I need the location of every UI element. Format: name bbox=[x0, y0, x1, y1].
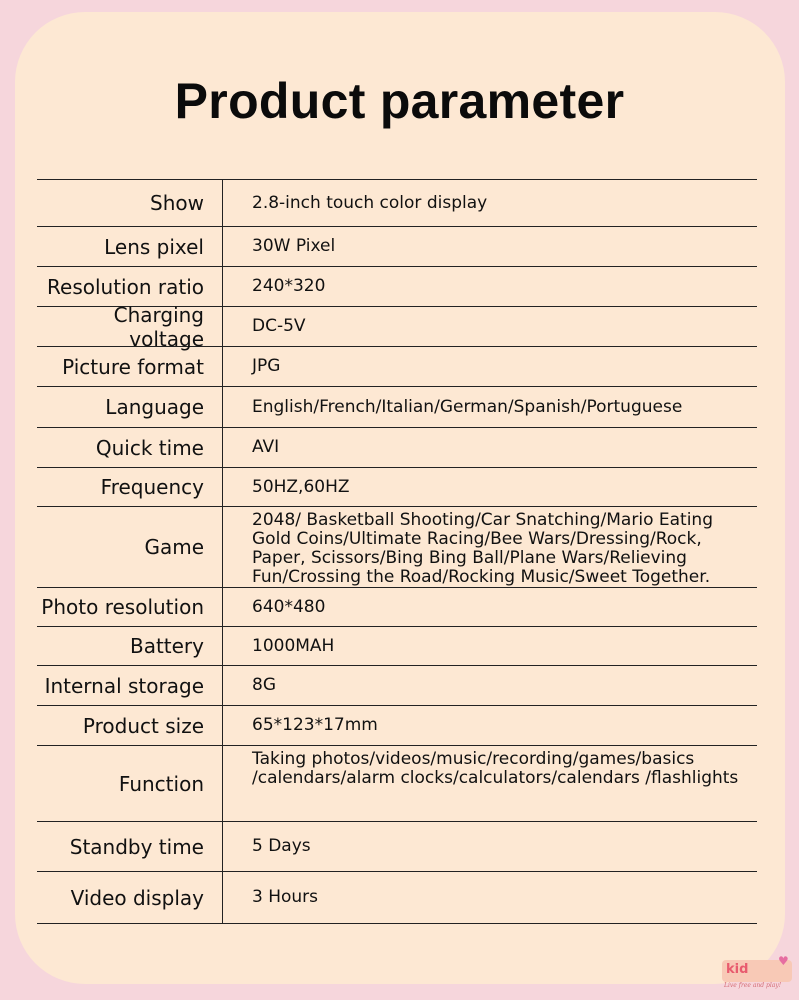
row-label: Internal storage bbox=[37, 666, 223, 705]
table-row bbox=[37, 588, 757, 627]
row-value: 1000MAH bbox=[252, 635, 335, 656]
row-value: 5 Days bbox=[252, 836, 311, 856]
row-value: 240*320 bbox=[252, 276, 326, 296]
row-label: Product size bbox=[37, 706, 223, 745]
row-label: Show bbox=[37, 180, 223, 226]
row-label: Resolution ratio bbox=[37, 267, 223, 306]
page-title: Product parameter bbox=[174, 73, 625, 129]
logo-text: kid bbox=[726, 962, 749, 977]
row-value: AVI bbox=[252, 437, 280, 457]
row-label: Standby time bbox=[37, 822, 223, 871]
row-value: 50HZ,60HZ bbox=[252, 476, 350, 497]
row-label: Battery bbox=[37, 627, 223, 665]
row-value: 8G bbox=[252, 675, 276, 695]
table-row bbox=[37, 822, 757, 872]
heart-icon: ♥ bbox=[778, 954, 789, 968]
table-row bbox=[37, 872, 757, 924]
row-label: Lens pixel bbox=[37, 227, 223, 266]
row-label: Language bbox=[37, 387, 223, 427]
row-value: 30W Pixel bbox=[252, 236, 336, 256]
row-label: Frequency bbox=[37, 468, 223, 506]
row-label: Game bbox=[37, 507, 223, 587]
row-value: 2.8-inch touch color display bbox=[252, 192, 488, 213]
row-label: Charging voltage bbox=[37, 307, 223, 346]
table-row bbox=[37, 302, 757, 351]
row-label: Quick time bbox=[37, 428, 223, 467]
table-row bbox=[37, 706, 757, 746]
table-row bbox=[37, 627, 757, 666]
table-row bbox=[37, 666, 757, 706]
table-row bbox=[37, 267, 757, 307]
row-value: DC-5V bbox=[252, 316, 306, 336]
table-row bbox=[37, 227, 757, 267]
row-value: 2048/ Basketball Shooting/Car Snatching/Mario Eating Gold Coins/Ultimate Racing/Bee Wars/Dressing/Rock, Paper, Scissors/Bing Bing Ball/Plane Wars/Relieving Fun/Crossing the Road/Rocking Music/Sweet Together. bbox=[252, 510, 713, 587]
row-value: English/French/Italian/German/Spanish/Portuguese bbox=[252, 396, 683, 417]
brand-logo bbox=[722, 954, 794, 994]
row-value: 640*480 bbox=[252, 596, 326, 617]
table-row bbox=[37, 507, 757, 588]
table-row bbox=[37, 387, 757, 428]
parameter-table bbox=[37, 179, 757, 924]
row-label: Picture format bbox=[37, 347, 223, 386]
row-value: 65*123*17mm bbox=[252, 715, 378, 735]
row-label: Function bbox=[37, 746, 223, 821]
table-row bbox=[37, 746, 757, 822]
row-value: 3 Hours bbox=[252, 887, 319, 907]
row-value: JPG bbox=[252, 356, 281, 376]
row-value: Taking photos/videos/music/recording/games/basics /calendars/alarm clocks/calculators/calendars /flashlights bbox=[252, 749, 739, 788]
table-row bbox=[37, 468, 757, 507]
row-label: Video display bbox=[37, 872, 223, 923]
table-row bbox=[37, 347, 757, 387]
logo-tagline: Live free and play! bbox=[724, 982, 782, 989]
row-label: Photo resolution bbox=[37, 588, 223, 626]
table-row bbox=[37, 428, 757, 468]
table-row bbox=[37, 180, 757, 227]
